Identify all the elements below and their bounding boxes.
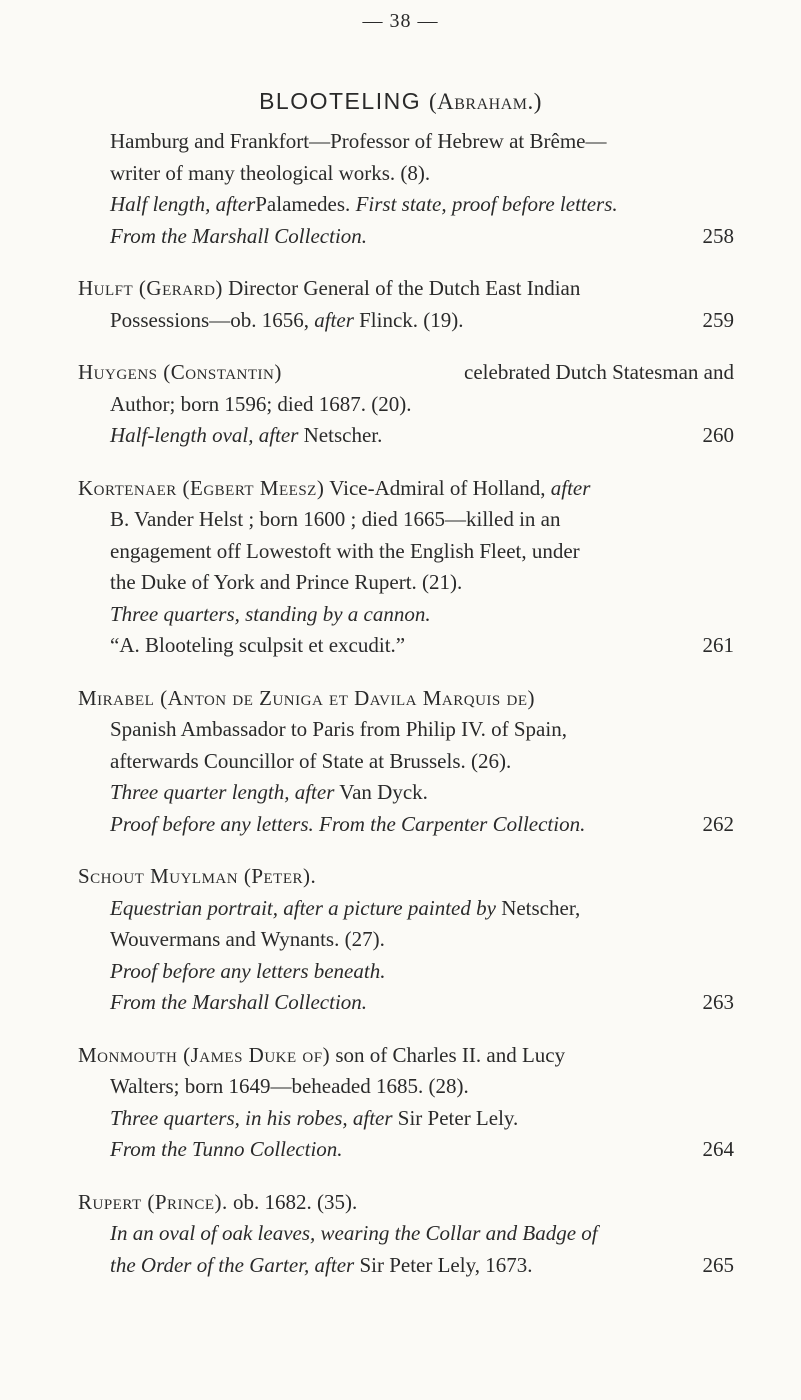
entry-artist: Sir Peter Lely, 1673.: [359, 1252, 533, 1277]
entry-name: Huygens (Constantin): [78, 360, 282, 384]
plate-number: 263: [702, 990, 734, 1014]
entry-line: [78, 305, 734, 337]
entry-text: celebrated Dutch Statesman and: [464, 360, 734, 384]
entry-line: [78, 357, 734, 389]
entry-line: engagement off Lowestoft with the English Fleet, under: [110, 538, 580, 563]
entry-italic: Equestrian portrait, after a picture painted by: [110, 895, 496, 920]
entry-italic: Three quarters, in his robes, after: [110, 1105, 393, 1130]
catalogue-entry: [78, 1187, 734, 1282]
entry-text: Director General of the Dutch East Indian: [228, 276, 581, 300]
plate-number: 260: [702, 423, 734, 447]
entry-line: Spanish Ambassador to Paris from Philip IV. of Spain,: [110, 717, 567, 741]
entry-line: [78, 473, 734, 505]
entry-text: Possessions—ob. 1656,: [110, 307, 309, 332]
plate-number: 258: [702, 223, 734, 248]
entry-provenance: From the Marshall Collection.: [110, 223, 368, 248]
entry-artist: Palamedes.: [255, 192, 351, 216]
entry-line: Author; born 1596; died 1687. (20).: [110, 391, 412, 416]
entry-line: the Duke of York and Prince Rupert. (21).: [110, 570, 463, 594]
entry-line: [78, 893, 734, 925]
page-number: — 38 —: [362, 10, 439, 32]
plate-number: 262: [702, 811, 734, 836]
entry-line: [78, 1040, 734, 1072]
entry-line: B. Vander Helst ; born 1600 ; died 1665—killed in an: [110, 507, 561, 531]
entry-line: [78, 599, 734, 631]
heading-paren: (Abraham.): [428, 89, 542, 114]
entry-line: [78, 809, 734, 841]
catalogue-entry: [78, 1040, 734, 1166]
entry-line: [78, 1103, 734, 1135]
entry-line: Wouvermans and Wynants. (27).: [110, 927, 385, 951]
plate-number: 261: [702, 633, 734, 657]
entry-artist: Netscher.: [303, 423, 383, 447]
entry-line: [78, 956, 734, 988]
entry-italic: First state, proof before letters.: [355, 192, 618, 216]
entry-italic: after: [314, 307, 354, 332]
plate-number: 264: [702, 1137, 734, 1161]
entry-line: Hamburg and Frankfort—Professor of Hebrew at Brême—: [110, 129, 607, 153]
entry-provenance: Proof before any letters. From the Carpenter Collection.: [110, 811, 586, 836]
entry-text: ob. 1682. (35).: [233, 1189, 358, 1214]
entry-artist: Van Dyck.: [339, 780, 428, 804]
entry-name: Schout Muylman (Peter).: [78, 864, 317, 888]
catalogue-entry: [78, 273, 734, 336]
entry-line: writer of many theological works. (8).: [110, 160, 431, 185]
entry-name: Mirabel (Anton de Zuniga et Davila Marquis de): [78, 685, 535, 710]
entry-text: son of Charles II. and Lucy: [335, 1042, 566, 1067]
entry-line: [78, 273, 734, 305]
plate-number: 259: [702, 307, 734, 332]
entry-provenance: From the Tunno Collection.: [110, 1137, 343, 1161]
entry-line: [78, 1250, 734, 1282]
entry-text: Vice-Admiral of Holland,: [329, 475, 546, 500]
catalogue-entry: [78, 126, 734, 252]
catalogue-entry: [78, 683, 734, 841]
entry-text: Flinck. (19).: [359, 307, 464, 332]
entry-name: Hulft (Gerard): [78, 276, 223, 300]
catalogue-entry: [78, 357, 734, 452]
entry-line: [78, 987, 734, 1019]
entry-line: afterwards Councillor of State at Brussels. (26).: [110, 748, 512, 773]
plate-number: 265: [702, 1252, 734, 1277]
page-heading: [0, 88, 801, 115]
entry-name: Rupert (Prince).: [78, 1189, 228, 1214]
catalogue-entry: [78, 473, 734, 662]
entry-name: Monmouth (James Duke of): [78, 1042, 331, 1067]
catalogue-body: [78, 126, 734, 1302]
entry-line: [78, 1134, 734, 1166]
entry-artist: Netscher,: [501, 895, 581, 920]
entry-italic: Half-length oval, after: [110, 423, 299, 447]
entry-italic: the Order of the Garter, after: [110, 1252, 355, 1277]
catalogue-entry: [78, 861, 734, 1019]
entry-name: Kortenaer (Egbert Meesz): [78, 475, 325, 500]
entry-inscription: “A. Blooteling sculpsit et excudit.”: [110, 633, 406, 657]
entry-line: Walters; born 1649—beheaded 1685. (28).: [110, 1074, 469, 1098]
entry-line: [78, 1187, 734, 1219]
entry-italic: Three quarters, standing by a cannon.: [110, 601, 431, 626]
entry-italic: Three quarter length, after: [110, 780, 335, 804]
heading-name: BLOOTELING: [259, 88, 422, 114]
entry-line: [78, 777, 734, 809]
entry-line: [78, 189, 734, 221]
entry-italic: Half length, after: [110, 192, 256, 216]
entry-artist: Sir Peter Lely.: [397, 1105, 519, 1130]
entry-line: [78, 221, 734, 253]
entry-line: [78, 1218, 734, 1250]
entry-italic: after: [550, 475, 591, 500]
entry-italic: In an oval of oak leaves, wearing the Collar and Badge of: [110, 1221, 598, 1245]
entry-provenance: From the Marshall Collection.: [110, 990, 368, 1014]
entry-line: [78, 630, 734, 662]
entry-line: [78, 420, 734, 452]
entry-italic: Proof before any letters beneath.: [110, 958, 386, 983]
